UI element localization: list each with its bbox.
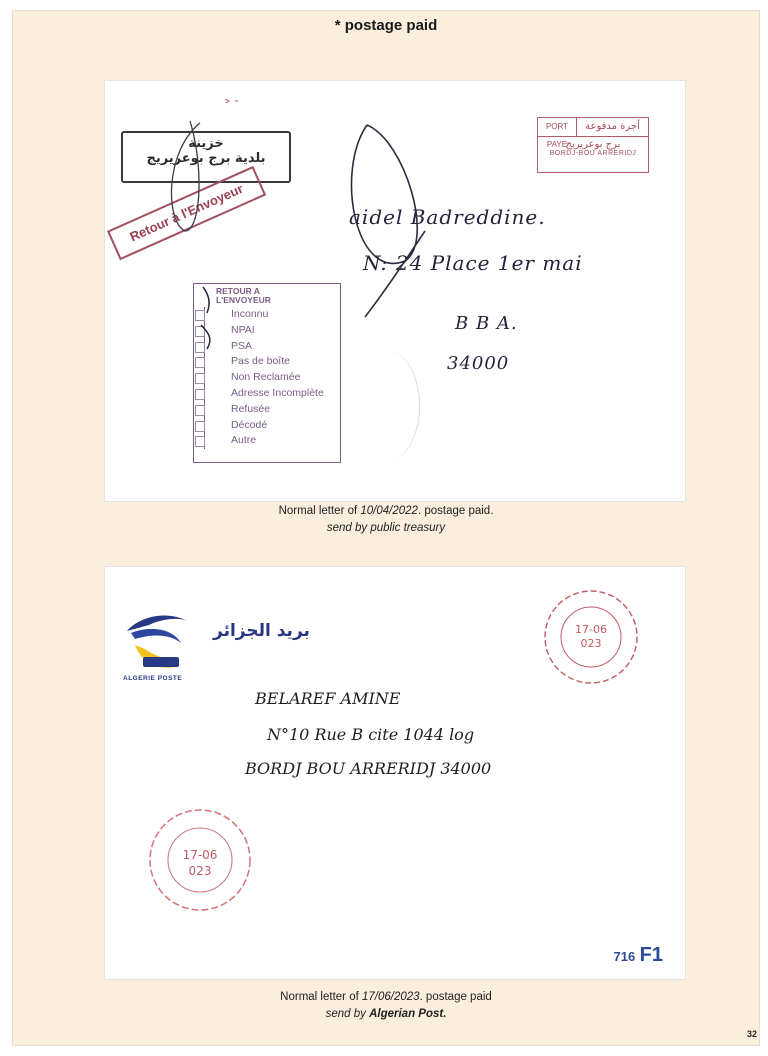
algerie-poste-arabic-name: بريد الجزائر: [213, 621, 310, 641]
caption-cover2: [13, 989, 759, 1023]
return-reason: NPAI: [204, 323, 340, 339]
postmark-top-year: 023: [580, 637, 602, 650]
return-reason: Inconnu: [204, 307, 340, 323]
return-reason: PSA: [204, 339, 340, 355]
postmark-top-right: [541, 587, 641, 687]
postmark-bottom-left: [145, 805, 255, 915]
page-title: * postage paid: [334, 17, 438, 34]
retour-envoyeur-stamp: Retour à l'Envoyeur: [107, 166, 266, 260]
album-page: [12, 10, 760, 1046]
return-reason: Décodé: [204, 418, 340, 434]
caption-cover1: [13, 503, 759, 537]
caption2-line2-bold: Algerian Post.: [369, 1008, 447, 1020]
handwritten-street: N: 24 Place 1er mai: [363, 251, 583, 275]
handwritten-city: B B A.: [455, 313, 518, 334]
caption1-suffix: . postage paid.: [417, 505, 494, 517]
page-number: 32: [746, 1029, 757, 1039]
postage-paid-fr: PORT PAYE: [538, 118, 577, 136]
caption2-suffix: . postage paid: [419, 991, 492, 1003]
return-box-header-1: RETOUR A: [216, 286, 260, 296]
caption1-date: 10/04/2022: [360, 505, 418, 517]
postmark-bottom-year: 023: [188, 864, 212, 878]
caption2-date: 17/06/2023: [361, 991, 420, 1003]
caption2-line2-prefix: send by: [325, 1008, 370, 1020]
return-reason: Adresse Incomplète: [204, 386, 340, 402]
postmark-bottom-date: 17-06: [182, 848, 218, 862]
postage-paid-ar-city: برج بوعريريج: [565, 139, 621, 150]
return-reason: Refusée: [204, 402, 340, 418]
postage-paid-city: BORDJ-BOU ARRERIDJ: [549, 150, 637, 157]
return-box-header-2: L'ENVOYEUR: [216, 295, 271, 305]
return-reason: Pas de boîte: [204, 354, 340, 370]
handwritten-name: aidel Badreddine.: [349, 205, 546, 229]
sorting-code-letter: F1: [639, 944, 663, 966]
recipient-city: BORDJ BOU ARRERIDJ 34000: [245, 759, 492, 778]
treasury-stamp-line2: بلدية برج بوعريريج: [146, 151, 266, 166]
caption1-line2: send by public treasury: [326, 522, 446, 534]
treasury-stamp: [121, 131, 291, 183]
algerie-poste-logo-text: ALGERIE POSTE: [123, 675, 183, 682]
recipient-street: N°10 Rue B cite 1044 log: [267, 725, 475, 744]
postage-paid-ar: أجرة مدفوعة: [585, 121, 640, 132]
handwritten-postcode: 34000: [447, 353, 510, 374]
caption2-prefix: Normal letter of: [280, 991, 362, 1003]
return-reason: Non Reclamée: [204, 370, 340, 386]
faint-postmark: [355, 351, 420, 461]
algerie-poste-logo: [121, 603, 195, 683]
return-reasons-list: [194, 307, 340, 449]
sorting-code: [614, 944, 664, 967]
postmark-top-date: 17-06: [575, 623, 607, 636]
return-reason: Autre: [204, 433, 340, 449]
recipient-name: BELAREF AMINE: [255, 689, 401, 708]
postage-paid-stamp: [537, 117, 649, 173]
cover-algerie-poste-letter: [105, 567, 685, 979]
treasury-stamp-line1: خزينة: [188, 136, 224, 151]
return-reasons-box: [193, 283, 341, 463]
cover-treasury-letter: [105, 81, 685, 501]
sorting-code-number: 716: [613, 949, 636, 964]
caption1-prefix: Normal letter of: [278, 505, 361, 517]
